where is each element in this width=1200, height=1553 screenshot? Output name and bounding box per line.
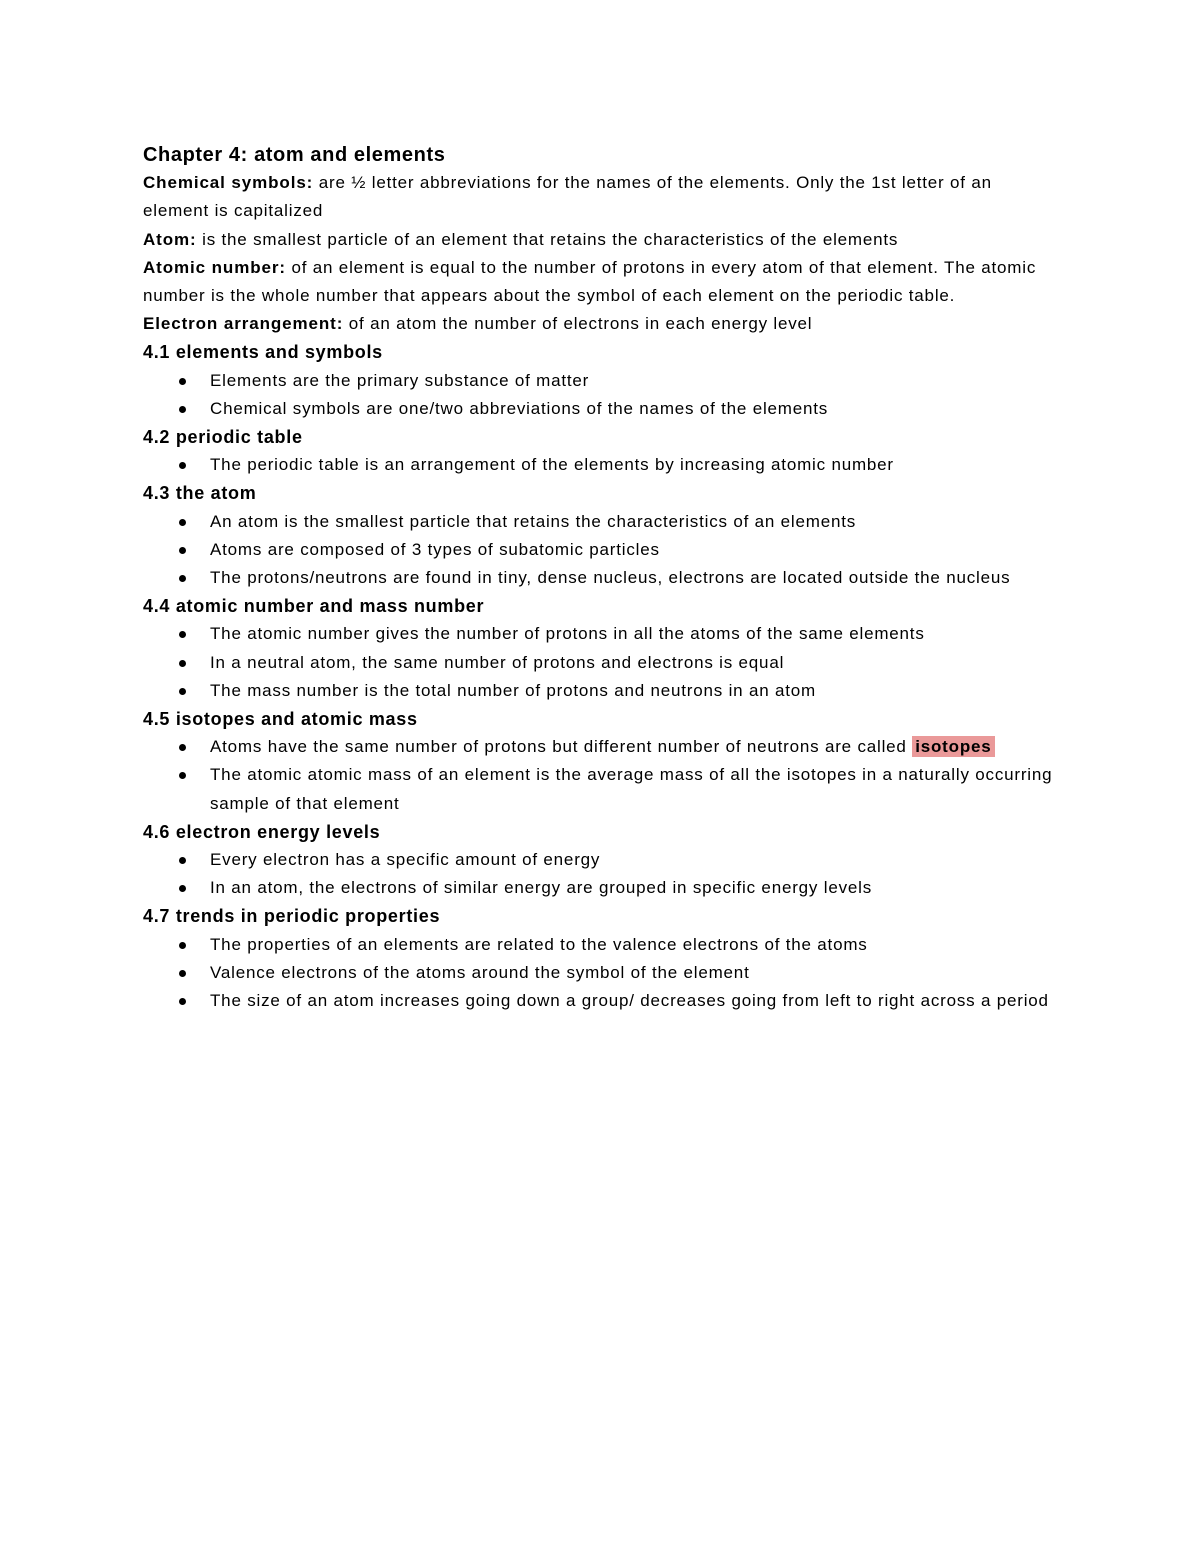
bullet-icon [179,378,186,385]
bullet-icon [179,744,186,751]
list-item-text: The properties of an elements are related to the valence electrons of the atoms [210,934,868,954]
section-heading: 4.5 isotopes and atomic mass [143,709,418,730]
list-item-text: The atomic atomic mass of an element is the average mass of all the isotopes in a naturally occurring sample of that element [210,765,1053,813]
list-item [143,451,1063,479]
list-item [143,395,1063,423]
highlighted-term: isotopes [912,736,994,757]
list-item [143,874,1063,902]
list-item-text: Atoms have the same number of protons but different number of neutrons are called [210,737,907,757]
bullet-icon [179,519,186,526]
list-item-text: Every electron has a specific amount of energy [210,850,601,870]
section-heading: 4.6 electron energy levels [143,821,381,842]
bullet-icon [179,942,186,949]
section-heading: 4.1 elements and symbols [143,342,383,363]
definition-paragraph [143,254,1063,310]
list-item-text: An atom is the smallest particle that retains the characteristics of an elements [210,511,857,531]
list-item-text: In a neutral atom, the same number of protons and electrons is equal [210,652,785,672]
list-item [143,846,1063,874]
document-content [143,141,1063,1015]
page-title: Chapter 4: atom and elements [143,144,446,166]
bullet-icon [179,970,186,977]
list-item [143,620,1063,648]
bullet-icon [179,547,186,554]
section-heading: 4.4 atomic number and mass number [143,596,485,617]
definition-text: are ½ letter abbreviations for the names of the elements. Only the 1st letter of an element is capitalized [143,173,992,221]
bullet-icon [179,885,186,892]
list-item [143,508,1063,536]
definition-text: of an atom the number of electrons in each energy level [343,314,813,334]
section-heading: 4.2 periodic table [143,427,303,448]
list-item [143,931,1063,959]
list-item-text: Chemical symbols are one/two abbreviations of the names of the elements [210,398,829,418]
definition-term: Atom: [143,229,197,249]
bullet-icon [179,575,186,582]
list-item [143,649,1063,677]
intro-definitions [143,169,1063,338]
list-item [143,536,1063,564]
list-item [143,367,1063,395]
definition-text: of an element is equal to the number of protons in every atom of that element. The atomic number is the whole number that appears about the symbol of each element on the periodic table. [143,257,1037,306]
list-item-text: The protons/neutrons are found in tiny, dense nucleus, electrons are located outside the nucleus [210,568,1011,588]
list-item-text: The periodic table is an arrangement of the elements by increasing atomic number [210,455,894,475]
sections [143,338,1063,1015]
definition-paragraph [143,169,1063,225]
list-item [143,761,1063,817]
list-item-text: The mass number is the total number of protons and neutrons in an atom [210,680,816,700]
section-heading: 4.3 the atom [143,483,257,504]
list-item-text: The atomic number gives the number of protons in all the atoms of the same elements [210,624,925,644]
list-item [143,733,1063,761]
section-heading: 4.7 trends in periodic properties [143,906,441,927]
list-item [143,564,1063,592]
definition-term: Chemical symbols: [143,173,314,193]
bullet-icon [179,406,186,413]
bullet-icon [179,857,186,864]
bullet-icon [179,772,186,779]
definition-term: Atomic number: [143,257,286,277]
bullet-icon [179,462,186,469]
bullet-icon [179,660,186,667]
bullet-icon [179,688,186,695]
list-item-text: Atoms are composed of 3 types of subatomic particles [210,539,660,559]
list-item-text: In an atom, the electrons of similar energy are grouped in specific energy levels [210,878,872,898]
definition-paragraph [143,310,1063,338]
definition-paragraph [143,226,1063,254]
list-item [143,959,1063,987]
list-item [143,987,1063,1015]
definition-text: is the smallest particle of an element that retains the characteristics of the elements [196,229,899,249]
definition-term: Electron arrangement: [143,314,344,334]
list-item-text: Valence electrons of the atoms around the symbol of the element [210,962,750,982]
list-item-text: The size of an atom increases going down a group/ decreases going from left to right across a period [210,991,1049,1011]
bullet-icon [179,631,186,638]
bullet-icon [179,998,186,1005]
list-item [143,677,1063,705]
list-item-text: Elements are the primary substance of matter [210,370,590,390]
